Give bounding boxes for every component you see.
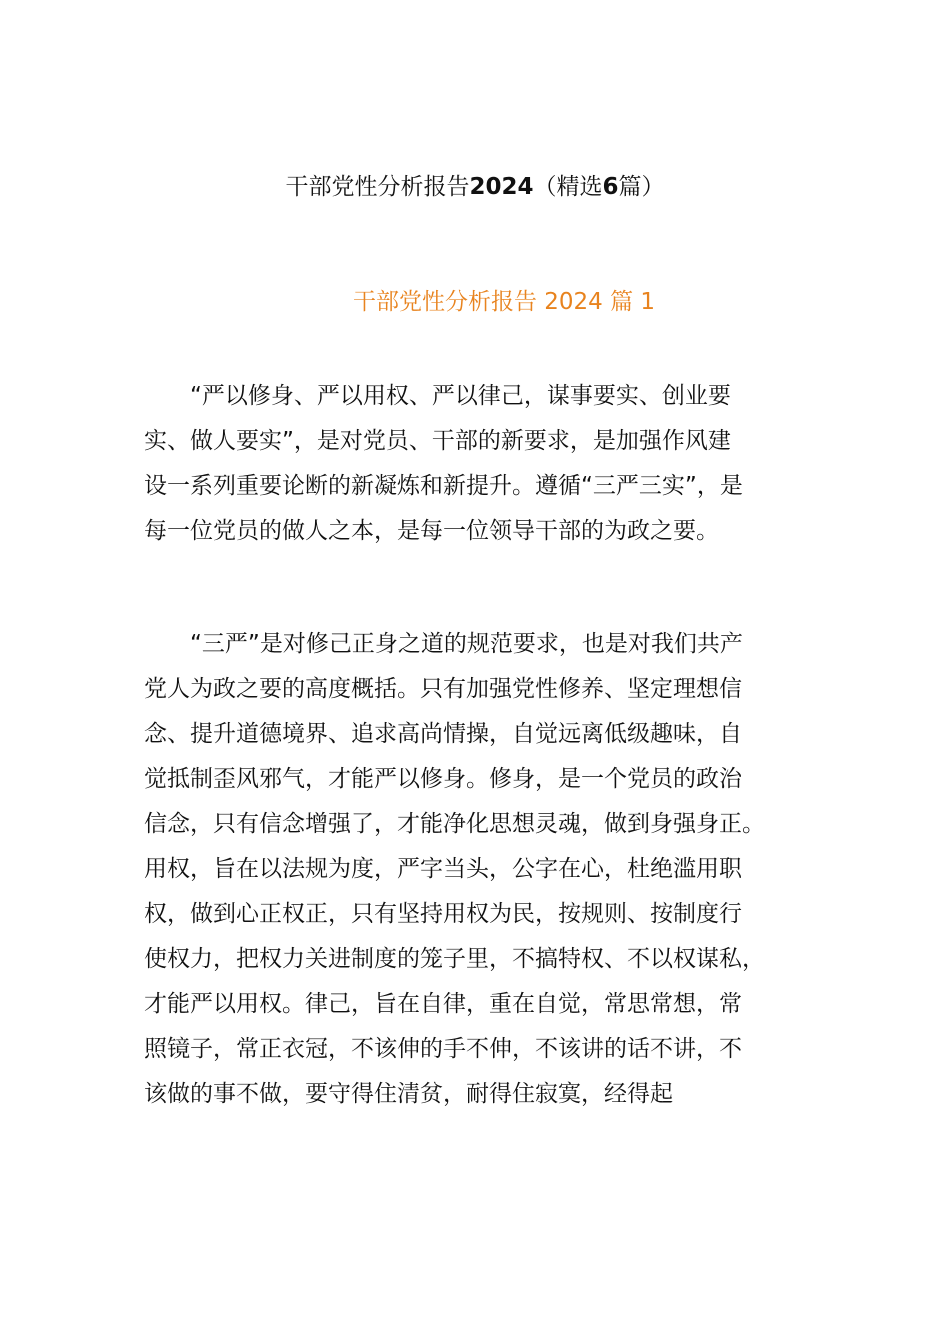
paragraph-line: 才能严以用权。律己，旨在自律，重在自觉，常思常想，常 bbox=[144, 991, 742, 1017]
paragraph-line: 信念，只有信念增强了，才能净化思想灵魂，做到身强身正。 bbox=[144, 811, 765, 837]
paragraph-line: “严以修身、严以用权、严以律己，谋事要实、创业要 bbox=[190, 383, 731, 409]
paragraph-line: 该做的事不做，要守得住清贫，耐得住寂寞，经得起 bbox=[144, 1081, 673, 1107]
title-main: 干部党性分析报告 bbox=[285, 174, 470, 200]
paragraph-line: 实、做人要实”，是对党员、干部的新要求，是加强作风建 bbox=[144, 428, 731, 454]
paragraph-line: 党人为政之要的高度概括。只有加强党性修养、坚定理想信 bbox=[144, 676, 742, 702]
title-paren-open: （精选 bbox=[533, 174, 603, 200]
paragraph-line: 觉抵制歪风邪气，才能严以修身。修身，是一个党员的政治 bbox=[144, 766, 742, 792]
title-count: 6 bbox=[602, 174, 619, 200]
paragraph-line: “三严”是对修己正身之道的规范要求，也是对我们共产 bbox=[190, 631, 743, 657]
paragraph-line: 设一系列重要论断的新凝炼和新提升。遵循“三严三实”，是 bbox=[144, 473, 743, 499]
paragraph-line: 念、提升道德境界、追求高尚情操，自觉远离低级趣味，自 bbox=[144, 721, 742, 747]
paragraph-line: 使权力，把权力关进制度的笼子里，不搞特权、不以权谋私， bbox=[144, 946, 765, 972]
document-title bbox=[0, 170, 950, 204]
paragraph-line: 照镜子，常正衣冠，不该伸的手不伸，不该讲的话不讲，不 bbox=[144, 1036, 742, 1062]
section-heading: 干部党性分析报告 2024 篇 1 bbox=[352, 289, 656, 315]
paragraph-line: 每一位党员的做人之本，是每一位领导干部的为政之要。 bbox=[144, 518, 719, 544]
paragraph-line: 权，做到心正权正，只有坚持用权为民，按规则、按制度行 bbox=[144, 901, 742, 927]
title-paren-close: 篇） bbox=[618, 174, 665, 200]
body-paragraph bbox=[144, 622, 834, 1117]
title-year: 2024 bbox=[469, 174, 534, 200]
body-paragraph bbox=[144, 374, 834, 554]
paragraph-line: 用权，旨在以法规为度，严字当头，公字在心，杜绝滥用职 bbox=[144, 856, 742, 882]
